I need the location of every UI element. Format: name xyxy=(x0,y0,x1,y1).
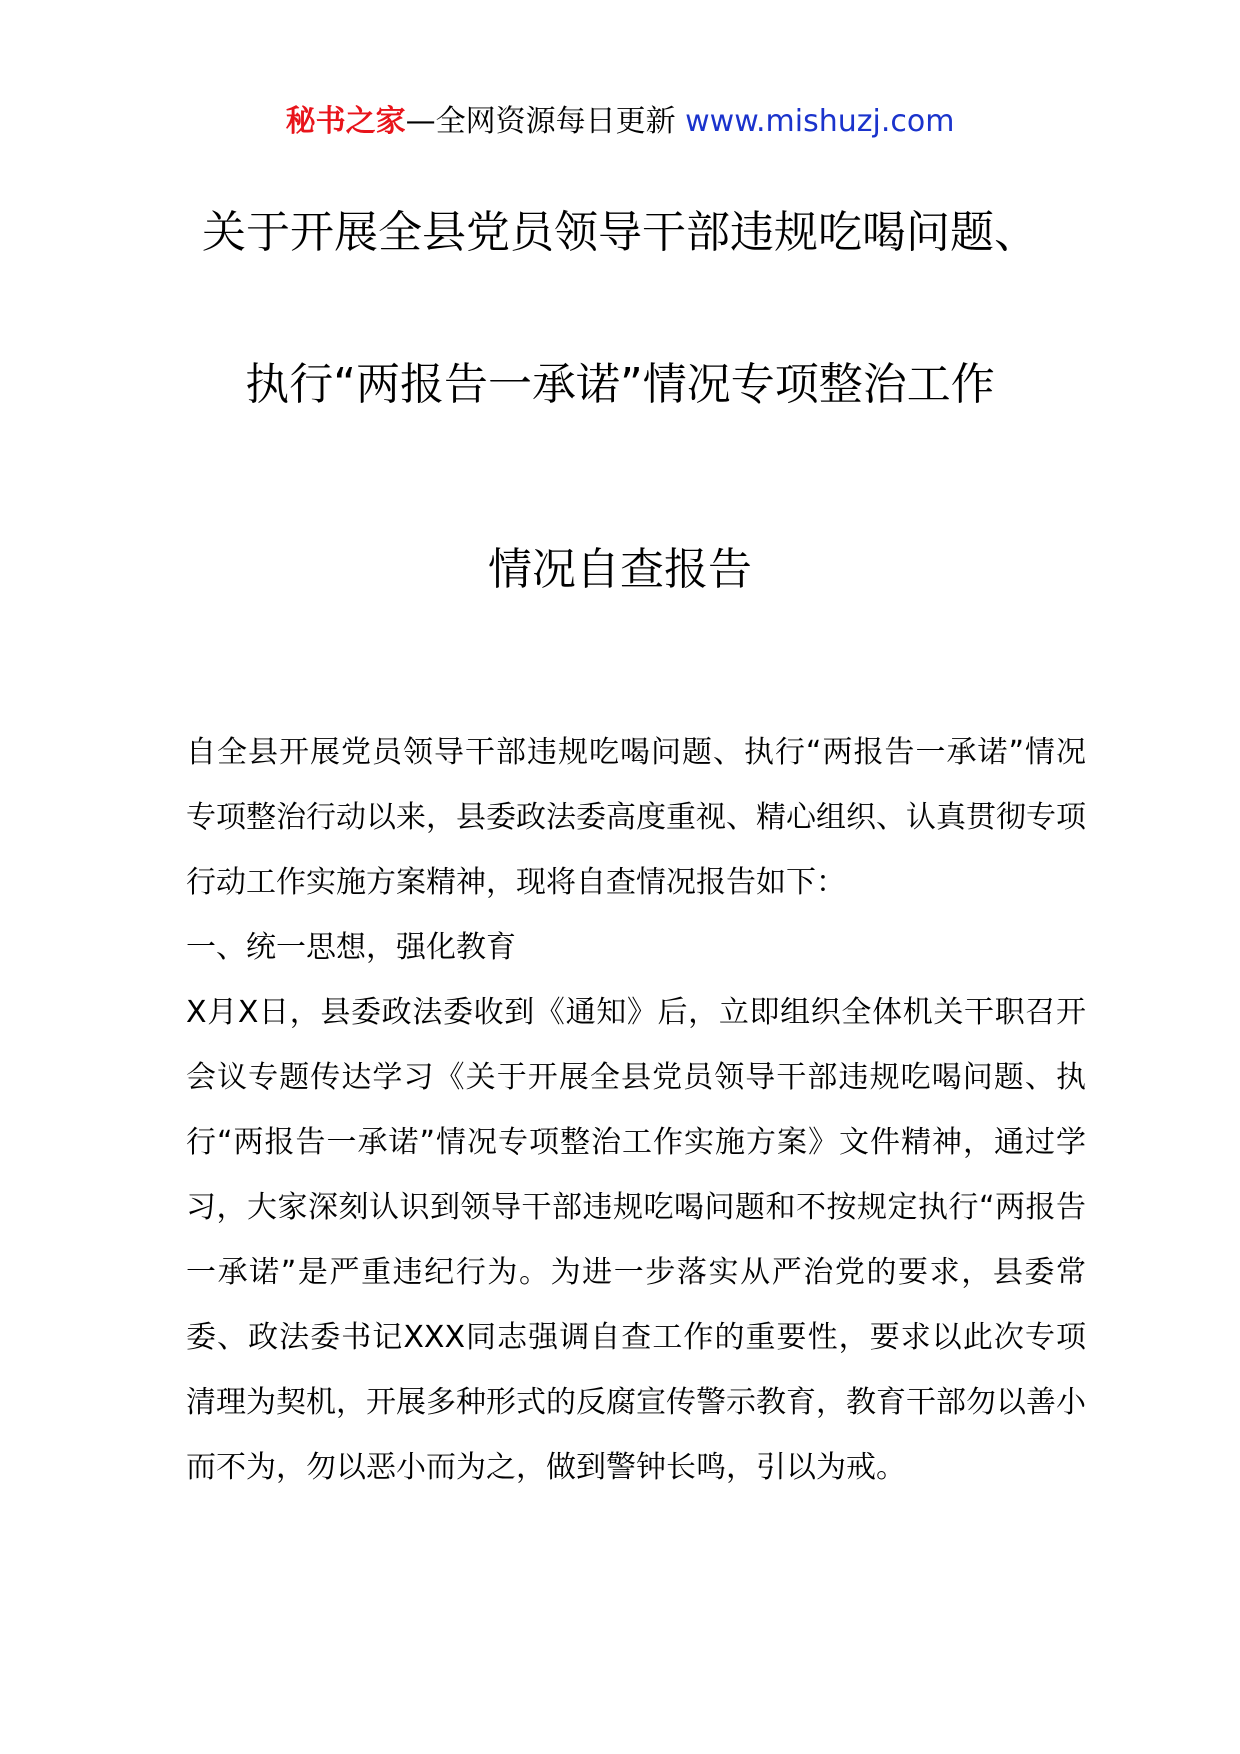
brand-name: 秘书之家 xyxy=(285,104,406,139)
header-tagline: —全网资源每日更新 xyxy=(405,104,676,139)
section-heading: 一、统一思想，强化教育 xyxy=(186,930,516,965)
document-title-line-3: 情况自查报告 xyxy=(488,544,752,595)
site-watermark-header xyxy=(0,100,1240,144)
site-url-link[interactable]: www.mishuzj.com xyxy=(685,104,955,139)
intro-paragraph: 自全县开展党员领导干部违规吃喝问题、执行“两报告一承诺”情况专项整治行动以来，县委政法委高度重视、精心组织、认真贯彻专项行动工作实施方案精神，现将自查情况报告如下： xyxy=(186,735,1086,900)
document-title-line-1: 关于开展全县党员领导干部违规吃喝问题、 xyxy=(202,207,1038,258)
document-body xyxy=(186,720,1086,1500)
document-title-line-2: 执行“两报告一承诺”情况专项整治工作 xyxy=(245,359,995,410)
section-paragraph: X月X日，县委政法委收到《通知》后，立即组织全体机关干职召开会议专题传达学习《关于开展全县党员领导干部违规吃喝问题、执行“两报告一承诺”情况专项整治工作实施方案》文件精神，通过学习，大家深刻认识到领导干部违规吃喝问题和不按规定执行“两报告一承诺”是严重违纪行为。为进一步落实从严治党的要求，县委常委、政法委书记XXX同志强调自查工作的重要性，要求以此次专项清理为契机，开展多种形式的反腐宣传警示教育，教育干部勿以善小而不为，勿以恶小而为之，做到警钟长鸣，引以为戒。 xyxy=(186,995,1086,1485)
